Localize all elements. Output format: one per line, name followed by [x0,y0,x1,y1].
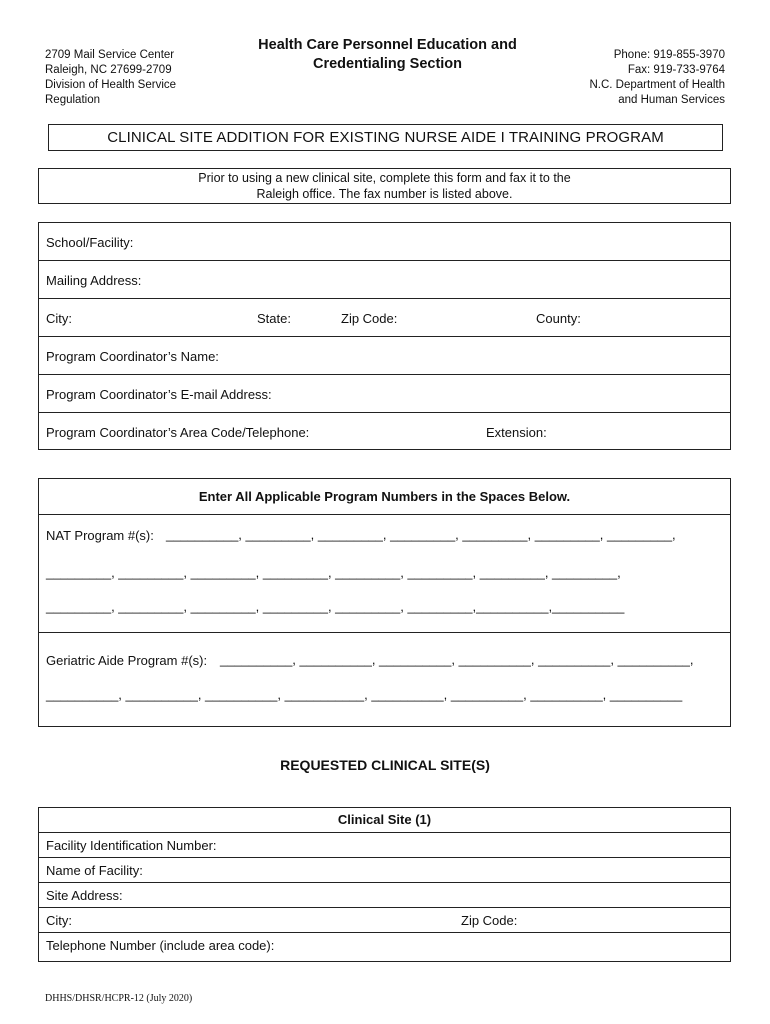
section-heading-line: Credentialing Section [312,56,463,72]
nat-blanks[interactable]: _________, _________, _________, _________, _________, _________, _________, _________, [46,565,621,580]
coordinator-phone-field[interactable] [39,413,730,451]
site-phone-field[interactable] [39,933,730,958]
field-label: Program Coordinator’s E-mail Address: [46,387,272,402]
field-label: Name of Facility: [46,863,143,878]
city-label: City: [46,311,72,326]
instruction-line: Prior to using a new clinical site, complete this form and fax it to the [198,171,571,185]
address-line: Raleigh, NC 27699-2709 [45,64,172,76]
address-line: Division of Health Service [45,79,177,91]
geriatric-program-field[interactable] [39,633,730,728]
field-label: School/Facility: [46,235,134,250]
geriatric-blanks[interactable]: __________, __________, __________, ___________, __________, __________, __________, __________ [46,687,683,702]
geriatric-label: Geriatric Aide Program #(s): [46,653,208,668]
coordinator-name-field[interactable] [39,337,730,375]
section-heading [215,36,560,74]
school-facility-field[interactable] [39,223,730,261]
field-label: Program Coordinator’s Name: [46,349,219,364]
facility-id-field[interactable] [39,833,730,858]
form-title: CLINICAL SITE ADDITION FOR EXISTING NURSE AIDE I TRAINING PROGRAM [48,124,723,151]
contact-info [589,48,725,108]
return-address [45,48,176,108]
instructions-box [38,168,731,204]
section-heading-line: Health Care Personnel Education and [258,37,517,53]
instruction-line: Raleigh office. The fax number is listed above. [256,187,513,201]
program-info-section [38,222,731,450]
nat-program-field[interactable] [39,515,730,633]
zip-label: Zip Code: [341,311,398,326]
nat-label: NAT Program #(s): [46,528,154,543]
field-label: Program Coordinator’s Area Code/Telephone: [46,425,310,440]
facility-name-field[interactable] [39,858,730,883]
nat-blanks[interactable]: _________, _________, _________, _________, _________, _________,__________,__________ [46,599,625,614]
field-label: Telephone Number (include area code): [46,938,275,953]
mailing-address-field[interactable] [39,261,730,299]
city-label: City: [46,913,72,928]
clinical-site-section [38,807,731,962]
coordinator-email-field[interactable] [39,375,730,413]
form-code: DHHS/DHSR/HCPR-12 (July 2020) [45,993,193,1004]
program-numbers-section [38,478,731,727]
site-address-field[interactable] [39,883,730,908]
department-line: N.C. Department of Health [589,79,725,91]
address-line: 2709 Mail Service Center [45,49,175,61]
field-label: Mailing Address: [46,273,142,288]
address-line: Regulation [45,94,100,106]
phone-number: Phone: 919-855-3970 [613,49,725,61]
field-label: Facility Identification Number: [46,838,217,853]
field-label: Site Address: [46,888,123,903]
site-city-zip-row[interactable] [39,908,730,933]
nat-blanks[interactable]: __________, _________, _________, _________, _________, _________, _________, [166,527,676,542]
extension-label: Extension: [486,425,547,440]
geriatric-blanks[interactable]: __________, __________, __________, __________, __________, __________, [220,652,694,667]
county-label: County: [536,311,581,326]
program-numbers-heading: Enter All Applicable Program Numbers in the Spaces Below. [39,479,730,515]
state-label: State: [257,311,291,326]
clinical-site-heading: Clinical Site (1) [39,808,730,833]
department-line: and Human Services [618,94,725,106]
city-state-zip-row[interactable] [39,299,730,337]
fax-number: Fax: 919-733-9764 [627,64,725,76]
requested-sites-heading: REQUESTED CLINICAL SITE(S) [280,757,490,773]
zip-label: Zip Code: [461,913,518,928]
